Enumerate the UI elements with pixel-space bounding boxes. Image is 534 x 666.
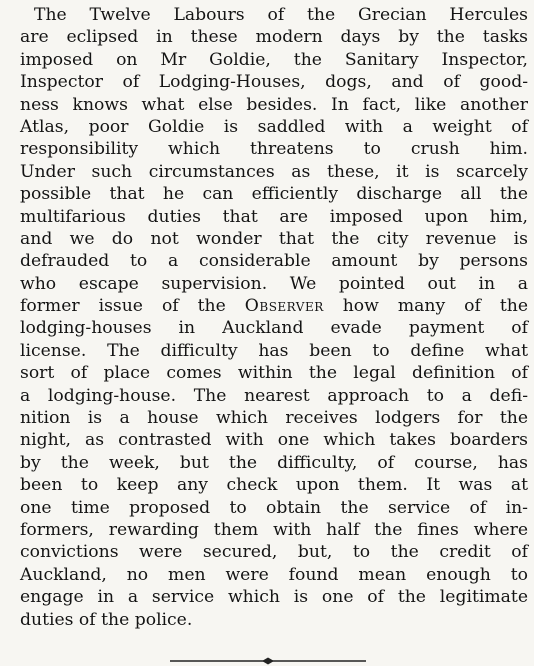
article-line-19: nition is a house which receives lodgers for the (20, 408, 528, 429)
article-line-13: who escape supervision. We pointed out in a (20, 273, 528, 294)
article-line-23: one time proposed to obtain the service of in- (20, 497, 528, 518)
newspaper-name: Observer (244, 296, 324, 317)
article-line-21: by the week, but the difficulty, of course, has (20, 452, 528, 473)
article-line-6: Atlas, poor Goldie is saddled with a weight of (20, 116, 528, 137)
article-column (20, 4, 528, 631)
article-line-7: responsibility which threatens to crush him. (20, 139, 528, 160)
article-line-28: duties of the police. (20, 609, 193, 630)
section-divider-ornament (170, 657, 366, 665)
article-line-1: The Twelve Labours of the Grecian Hercules (34, 5, 528, 25)
article-line-11: and we do not wonder that the city revenue is (20, 228, 528, 249)
article-line-27: engage in a service which is one of the legitimate (20, 587, 528, 608)
article-line-10: multifarious duties that are imposed upon him, (20, 206, 528, 227)
article-line-9: possible that he can efficiently discharge all the (20, 184, 528, 205)
article-line-16: license. The difficulty has been to define what (20, 340, 528, 361)
article-line-18: a lodging-house. The nearest approach to a defi- (20, 385, 528, 406)
article-line-8: Under such circumstances as these, it is scarcely (20, 161, 528, 182)
article-line-2: are eclipsed in these modern days by the tasks (20, 27, 528, 48)
article-line-3: imposed on Mr Goldie, the Sanitary Inspector, (20, 49, 528, 70)
article-line-14: former issue of the Observer how many of the (20, 296, 528, 317)
article-line-5: ness knows what else besides. In fact, like another (20, 94, 528, 115)
article-line-17: sort of place comes within the legal definition of (20, 363, 528, 384)
article-line-25: convictions were secured, but, to the credit of (20, 542, 528, 563)
article-line-4: Inspector of Lodging-Houses, dogs, and of good- (20, 72, 528, 93)
article-line-12: defrauded to a considerable amount by persons (20, 251, 528, 272)
article-line-15: lodging-houses in Auckland evade payment of (20, 318, 528, 339)
article-line-24: formers, rewarding them with half the fines where (20, 519, 528, 540)
article-line-20: night, as contrasted with one which takes boarders (20, 430, 528, 451)
article-line-22: been to keep any check upon them. It was at (20, 475, 528, 496)
article-line-26: Auckland, no men were found mean enough to (20, 564, 528, 585)
